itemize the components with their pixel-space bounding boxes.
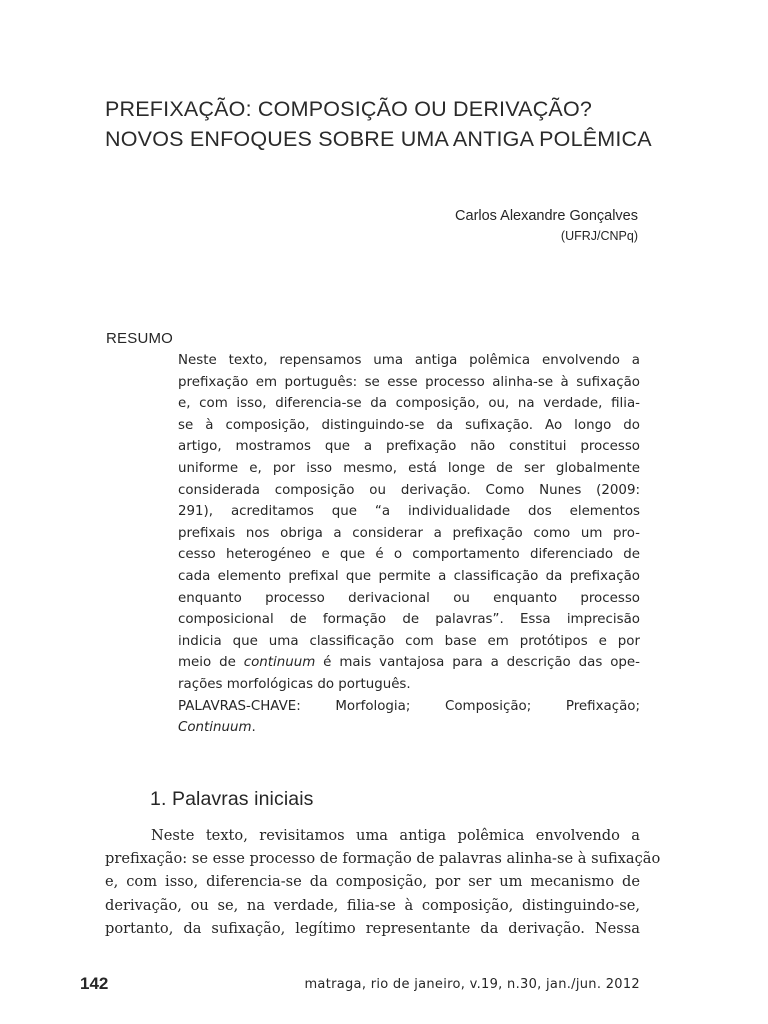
abstract-line: uniforme e, por isso mesmo, está longe de ser globalmente [178, 460, 640, 476]
abstract-line: cesso heterogéneo e que é o comportamento diferenciado de [178, 547, 640, 563]
abstract-line-continuum [178, 652, 640, 674]
abstract-line: indicia que uma classificação com base em protótipos e por [178, 633, 640, 649]
abstract-line: enquanto processo derivacional ou enquanto processo [178, 590, 640, 606]
body-line: Neste texto, revisitamos uma antiga polêmica envolvendo a [151, 827, 640, 844]
page-footer [80, 974, 640, 996]
author-name: Carlos Alexandre Gonçalves [455, 208, 638, 224]
continuum-term: continuum [243, 655, 316, 671]
abstract-line: prefixação em português: se esse processo alinha-se à sufixação [178, 374, 640, 390]
keywords-line-end [178, 717, 640, 739]
abstract-line: rações morfológicas do português. [178, 676, 411, 692]
body-line: e, com isso, diferencia-se da composição, por ser um mecanismo de [105, 873, 640, 891]
page-number: 142 [80, 974, 109, 993]
body-line: derivação, ou se, na verdade, filia-se à composição, distinguindo-se, [105, 896, 640, 914]
abstract-line: 291), acreditamos que “a individualidade dos elementos [178, 504, 640, 520]
abstract-text: é mais vantajosa para a descrição das ope- [315, 655, 640, 671]
article-title [105, 94, 665, 154]
abstract-line: prefixais nos obriga a considerar a prefixação como um pro- [178, 525, 640, 541]
journal-citation: matraga, rio de janeiro, v.19, n.30, jan./jun. 2012 [304, 977, 640, 992]
body-line: portanto, da sufixação, legítimo representante da derivação. Nessa [105, 919, 640, 937]
section-body [105, 824, 661, 940]
keywords-line: PALAVRAS-CHAVE: Morfologia; Composição; Prefixação; [178, 698, 640, 714]
abstract-body [178, 350, 640, 739]
abstract-text: meio de [178, 655, 244, 671]
abstract-line: e, com isso, diferencia-se da composição, ou, na verdade, filia- [178, 396, 640, 412]
abstract-line: composicional de formação de palavras”. Essa imprecisão [178, 612, 640, 628]
abstract-line: cada elemento prefixal que permite a classificação da prefixação [178, 568, 640, 584]
abstract-line: considerada composição ou derivação. Como Nunes (2009: [178, 482, 640, 498]
keywords-period: . [251, 720, 256, 736]
abstract-line: se à composição, distinguindo-se da sufixação. Ao longo do [178, 417, 640, 433]
section-heading: 1. Palavras iniciais [150, 788, 314, 810]
author-block [455, 206, 638, 245]
body-line: prefixação: se esse processo de formação de palavras alinha-se à sufixação [105, 850, 661, 868]
abstract-line: artigo, mostramos que a prefixação não constitui processo [178, 439, 640, 455]
author-affiliation: (UFRJ/CNPq) [560, 229, 638, 243]
title-line-1: PREFIXAÇÃO: COMPOSIÇÃO OU DERIVAÇÃO? [105, 97, 593, 121]
keyword-continuum: Continuum [178, 720, 252, 736]
title-line-2: NOVOS ENFOQUES SOBRE UMA ANTIGA POLÊMICA [105, 127, 652, 151]
abstract-line: Neste texto, repensamos uma antiga polêmica envolvendo a [178, 353, 640, 368]
abstract-heading: RESUMO [106, 330, 174, 347]
